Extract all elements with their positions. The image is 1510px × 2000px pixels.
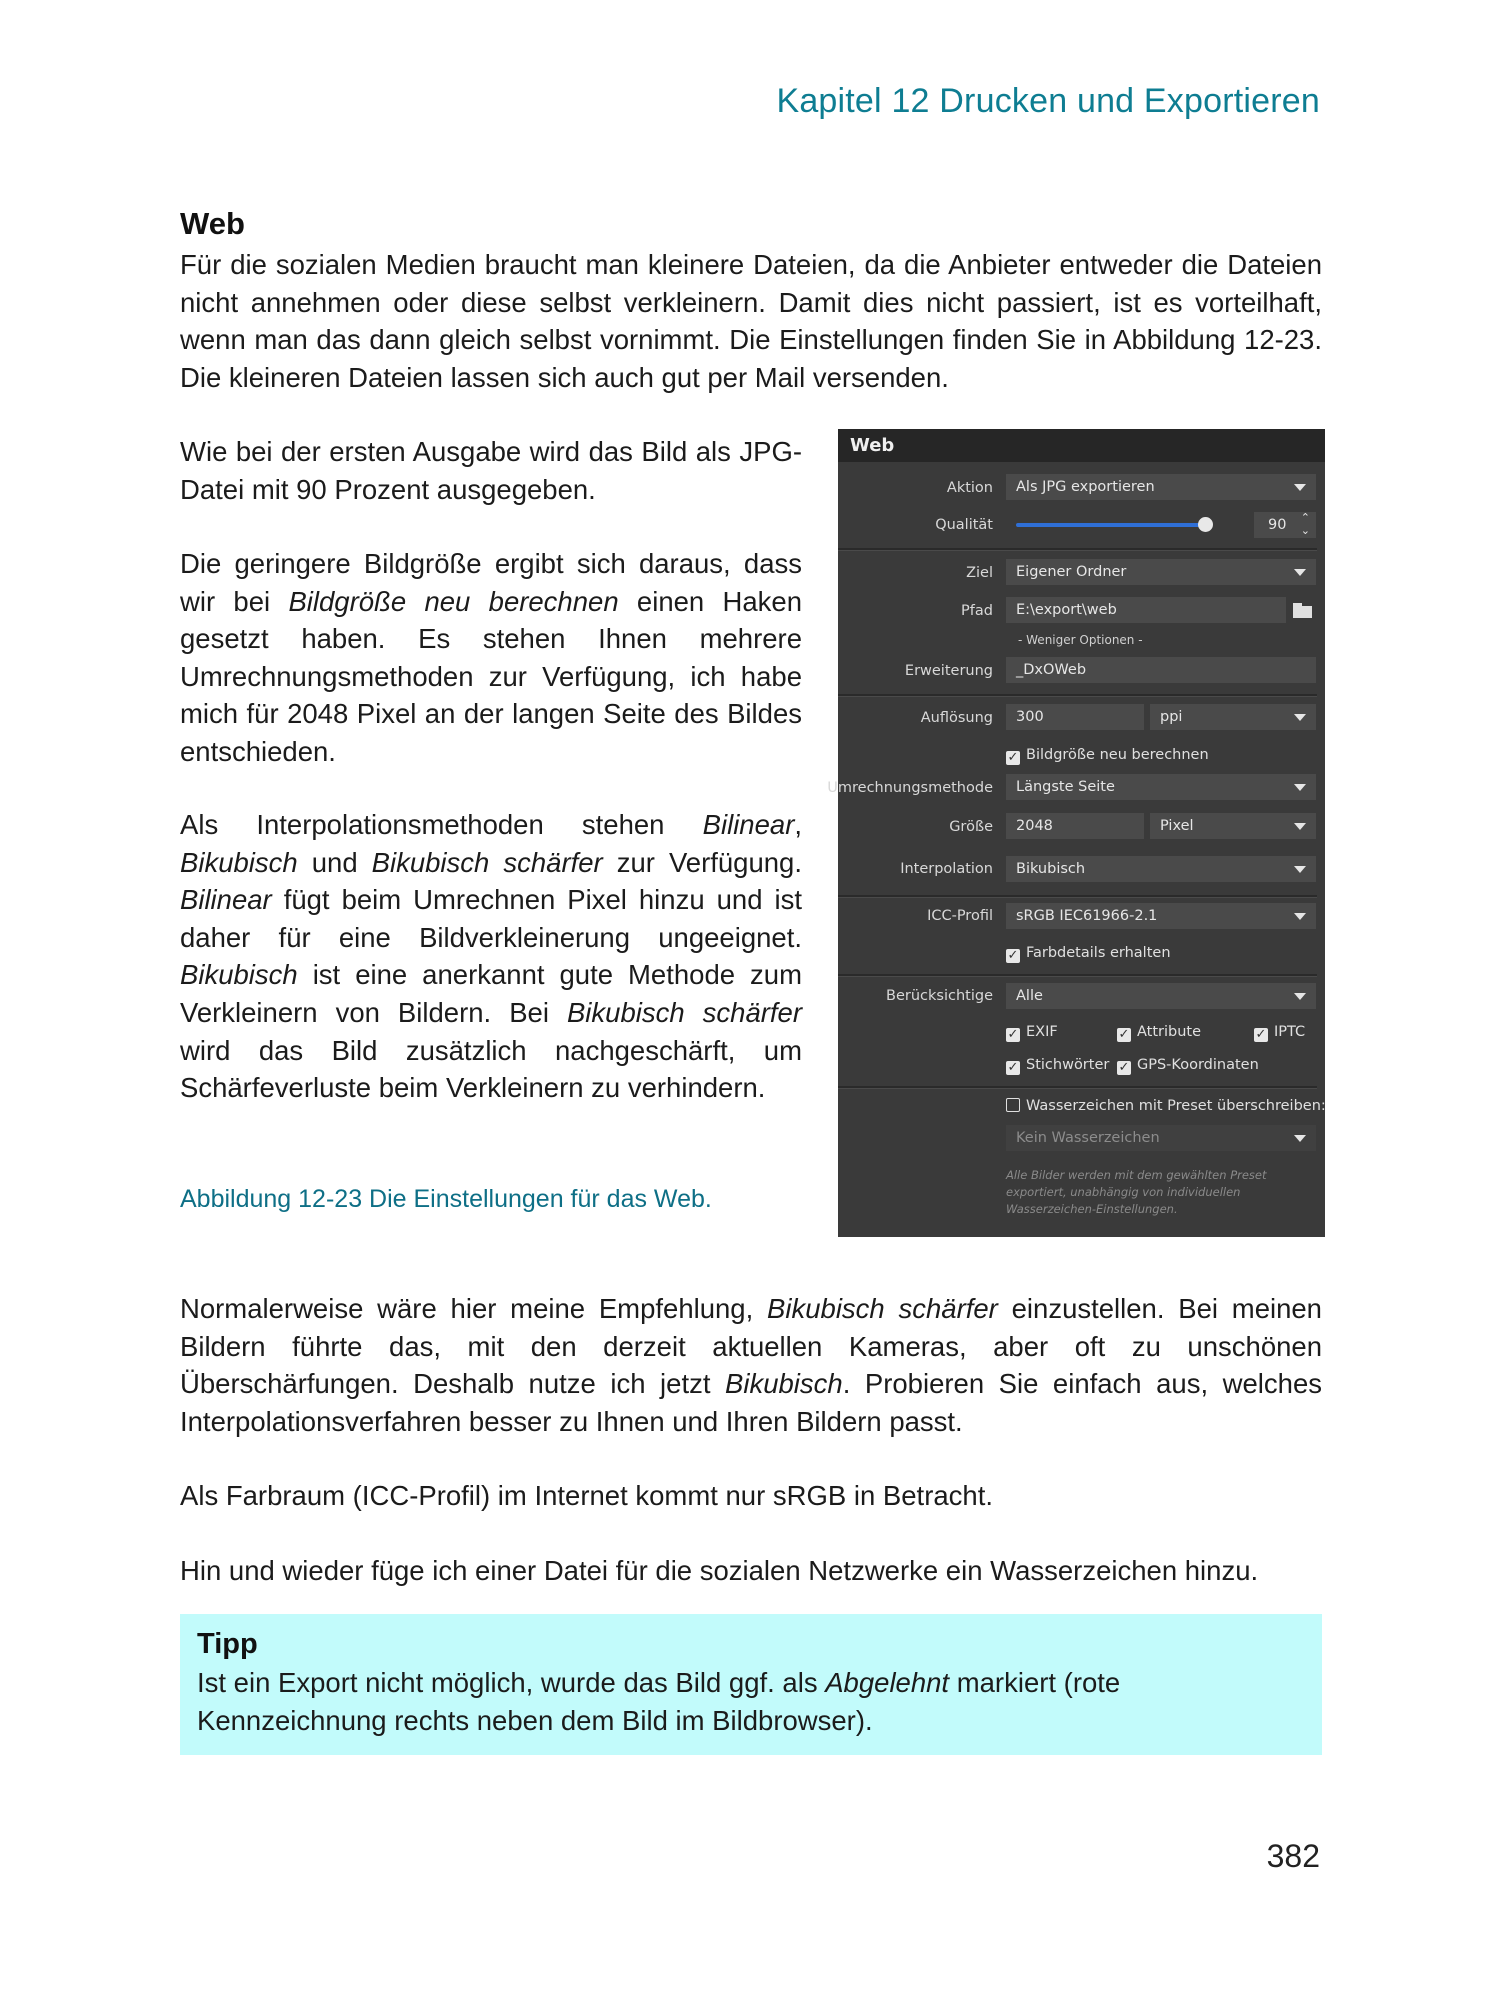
section-title: Web: [180, 206, 245, 241]
emphasis: Bikubisch: [725, 1368, 843, 1400]
divider: [838, 974, 1317, 977]
running-head: Kapitel 12 Drucken und Exportieren: [776, 82, 1320, 120]
umrechnung-label: Umrechnungsmethode: [827, 780, 993, 796]
paragraph-jpg-output: Wie bei der ersten Ausgabe wird das Bild als JPG-Datei mit 90 Prozent ausgegeben.: [180, 436, 802, 505]
pfad-label: Pfad: [961, 603, 993, 619]
weniger-optionen-link[interactable]: - Weniger Optionen -: [1018, 633, 1143, 647]
gps-checkbox[interactable]: [1117, 1056, 1259, 1075]
checkbox-unchecked-icon[interactable]: [1006, 1098, 1020, 1112]
emphasis: Bilinear: [702, 809, 795, 840]
divider: [838, 1086, 1317, 1089]
umrechnung-dropdown[interactable]: Längste Seite: [1006, 774, 1316, 800]
interpolation-label: Interpolation: [900, 861, 993, 877]
wasserzeichen-dropdown[interactable]: Kein Wasserzeichen: [1006, 1125, 1316, 1151]
emphasis: Abgelehnt: [825, 1667, 950, 1698]
quality-slider-thumb[interactable]: [1198, 517, 1213, 532]
tip-title: Tipp: [197, 1628, 258, 1660]
beruecksichtige-label: Berücksichtige: [886, 988, 993, 1004]
checkbox-checked-icon[interactable]: ✓: [1118, 1027, 1130, 1042]
paragraph-interpolation: [180, 806, 802, 1107]
checkbox-label: Wasserzeichen mit Preset überschreiben:: [1026, 1098, 1326, 1114]
aufloesung-input[interactable]: 300: [1006, 704, 1144, 730]
text-run: ,: [794, 809, 802, 840]
erweiterung-label: Erweiterung: [904, 663, 993, 679]
checkbox-checked-icon[interactable]: ✓: [1255, 1027, 1267, 1042]
text-run: einzustellen. Bei meinen Bildern führte das, mit den derzeit aktuellen Kameras, aber oft zu unschönen Überschärfungen. Deshalb nutze ich jetzt: [180, 1293, 1322, 1400]
groesse-label: Größe: [949, 819, 993, 835]
emphasis: Bilinear: [180, 884, 272, 916]
groesse-unit-dropdown[interactable]: Pixel: [1150, 813, 1316, 839]
checkbox-checked-icon[interactable]: ✓: [1118, 1060, 1130, 1075]
figure-caption: Abbildung 12-23 Die Einstellungen für das Web.: [180, 1185, 712, 1213]
farbdetails-checkbox[interactable]: [1006, 944, 1171, 963]
groesse-input[interactable]: 2048: [1006, 813, 1144, 839]
exif-checkbox[interactable]: [1006, 1023, 1058, 1042]
checkbox-checked-icon[interactable]: ✓: [1007, 1027, 1019, 1042]
checkbox-label: Farbdetails erhalten: [1026, 945, 1171, 961]
emphasis: Bikubisch schärfer: [371, 846, 603, 878]
text-run: Normalerweise wäre hier meine Empfehlung,: [180, 1293, 768, 1324]
aufloesung-label: Auflösung: [920, 710, 993, 726]
beruecksichtige-dropdown[interactable]: Alle: [1006, 983, 1316, 1009]
spin-arrows-icon[interactable]: ⌃ ⌄: [1300, 512, 1310, 537]
checkbox-checked-icon[interactable]: ✓: [1007, 750, 1019, 765]
bildgroesse-checkbox[interactable]: [1006, 746, 1209, 765]
text-run: wird das Bild zusätzlich nachgeschärft, um Schärfeverluste beim Verkleinern zu verhindern.: [180, 1034, 802, 1104]
checkbox-label: Bildgröße neu berechnen: [1026, 747, 1209, 763]
watermark-note: Alle Bilder werden mit dem gewählten Preset exportiert, unabhängig von individuellen Wasserzeichen-Einstellungen.: [1006, 1168, 1267, 1216]
folder-icon[interactable]: [1293, 601, 1315, 619]
stichwoerter-checkbox[interactable]: [1006, 1056, 1109, 1075]
quality-spinbox[interactable]: [1254, 512, 1316, 538]
iptc-checkbox[interactable]: [1254, 1023, 1305, 1042]
text-run: . Probieren Sie einfach aus, welches Interpolationsverfahren besser zu Ihnen und Ihren Bildern passt.: [180, 1368, 1322, 1437]
text-run: und: [297, 846, 372, 878]
checkbox-label: IPTC: [1274, 1024, 1306, 1040]
intro-paragraph: Für die sozialen Medien braucht man kleinere Dateien, da die Anbieter entweder die Dateien nicht annehmen oder diese selbst verkleinern. Damit dies nicht passiert, ist es vorteilhaft, wenn man das dann gleich selbst vornimmt. Die Einstellungen finden Sie in Abbildung 12-23. Die kleineren Dateien lassen sich auch gut per Mail versenden.: [180, 249, 1322, 393]
quality-value: 90: [1268, 517, 1287, 533]
emphasis: Bikubisch schärfer: [767, 1293, 998, 1324]
tip-box: [180, 1614, 1322, 1755]
divider: [838, 895, 1317, 898]
checkbox-checked-icon[interactable]: ✓: [1007, 948, 1019, 963]
quality-slider-track[interactable]: [1016, 523, 1205, 527]
aufloesung-unit-dropdown[interactable]: ppi: [1150, 704, 1316, 730]
text-run: Als Interpolationsmethoden stehen: [180, 809, 703, 840]
qualitaet-label: Qualität: [935, 517, 993, 533]
panel-title: Web: [838, 429, 1325, 462]
ziel-dropdown[interactable]: Eigener Ordner: [1006, 559, 1316, 585]
paragraph-watermark: Hin und wieder füge ich einer Datei für die sozialen Netzwerke ein Wasserzeichen hinzu.: [180, 1555, 1259, 1586]
wasserzeichen-checkbox[interactable]: [1006, 1097, 1326, 1115]
checkbox-checked-icon[interactable]: ✓: [1007, 1060, 1019, 1075]
text-run: ist eine anerkannt gute Methode zum Verkleinern von Bildern. Bei: [180, 959, 802, 1028]
checkbox-label: Attribute: [1137, 1024, 1202, 1040]
emphasis: Bikubisch: [180, 846, 298, 878]
text-run: zur Verfügung.: [602, 846, 802, 878]
icc-dropdown[interactable]: sRGB IEC61966-2.1: [1006, 903, 1316, 929]
checkbox-label: EXIF: [1026, 1024, 1058, 1040]
ziel-label: Ziel: [966, 565, 993, 581]
aktion-dropdown[interactable]: Als JPG exportieren: [1006, 474, 1316, 500]
paragraph-image-size: [180, 545, 802, 771]
divider: [838, 548, 1317, 551]
pfad-input[interactable]: E:\export\web: [1006, 597, 1286, 623]
emphasis: Bikubisch: [180, 959, 298, 991]
aktion-label: Aktion: [946, 480, 993, 496]
emphasis: Bikubisch schärfer: [566, 996, 802, 1028]
text-run: einen Haken gesetzt haben. Es stehen Ihnen mehrere Umrechnungsmethoden zur Verfügung, ich habe mich für 2048 Pixel an der langen Seite des Bildes entschieden.: [180, 585, 803, 767]
icc-label: ICC-Profil: [927, 908, 993, 924]
divider: [838, 694, 1317, 697]
checkbox-label: GPS-Koordinaten: [1137, 1057, 1259, 1073]
emphasis: Bildgröße neu berechnen: [288, 585, 619, 617]
erweiterung-input[interactable]: _DxOWeb: [1006, 657, 1316, 683]
text-run: fügt beim Umrechnen Pixel hinzu und ist daher für eine Bildverkleinerung ungeeignet.: [180, 884, 802, 953]
tip-text: [197, 1664, 1297, 1739]
text-run: Die geringere Bildgröße ergibt sich daraus, dass wir bei: [180, 548, 802, 617]
page-number: 382: [1266, 1838, 1320, 1874]
paragraph-recommendation: [180, 1290, 1322, 1440]
text-run: Ist ein Export nicht möglich, wurde das Bild ggf. als: [197, 1667, 826, 1698]
attribute-checkbox[interactable]: [1117, 1023, 1201, 1042]
checkbox-label: Stichwörter: [1026, 1057, 1110, 1073]
paragraph-color-space: Als Farbraum (ICC-Profil) im Internet kommt nur sRGB in Betracht.: [180, 1480, 993, 1511]
text-run: markiert (rote Kennzeichnung rechts neben dem Bild im Bildbrowser).: [197, 1667, 1121, 1736]
interpolation-dropdown[interactable]: Bikubisch: [1006, 856, 1316, 882]
web-settings-panel: [827, 429, 1326, 1237]
